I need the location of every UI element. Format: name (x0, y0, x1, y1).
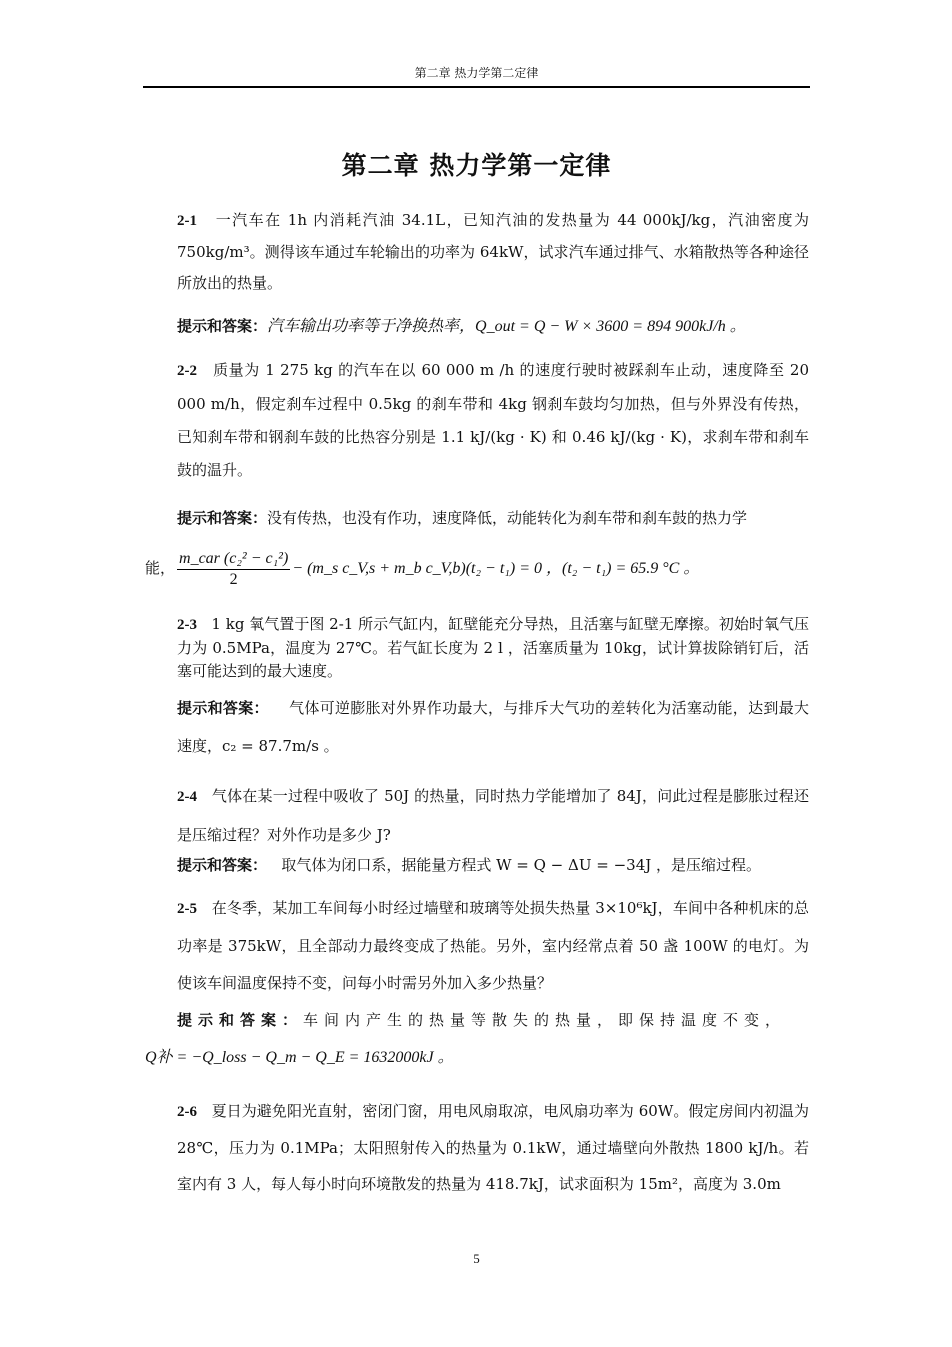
problem-number: 2-4 (177, 789, 197, 805)
hint-prefix: 能， (145, 559, 176, 577)
hint-2-5 (145, 1004, 809, 1073)
problem-body: 在冬季，某加工车间每小时经过墙壁和玻璃等处损失热量 3×10⁶kJ，车间中各种机床的总功率是 375kW，且全部动力最终变成了热能。另外，室内经常点着 50 盏 100W 的电灯。为使该车间温度保持不变，问每小时需另外加入多少热量？ (177, 899, 809, 992)
problem-text (145, 354, 809, 487)
hint-label: 提示和答案： (177, 856, 268, 874)
problem-text (145, 890, 809, 1002)
problem-2-1 (145, 205, 809, 299)
page-number: 5 (473, 1251, 480, 1266)
formula-rest: − (m_s c_V,s + m_b c_V,b)(t₂ − t₁) = 0 ，(t₂ − t₁) = 65.9 °C 。 (292, 560, 700, 577)
problem-number: 2-5 (177, 901, 197, 917)
hint-text (145, 311, 809, 342)
problem-body: 1 kg 氧气置于图 2-1 所示气缸内，缸壁能充分导热，且活塞与缸壁无摩擦。初始时氧气压力为 0.5MPa，温度为 27℃。若气缸长度为 2 l ，活塞质量为 10kg，试计算拔除销钉后，活塞可能达到的最大速度。 (177, 615, 810, 680)
hint-body: 取气体为闭口系，据能量方程式 W = Q − ΔU = −34J ，是压缩过程。 (281, 856, 762, 874)
header-rule (143, 86, 810, 88)
hint-label: 提示和答案： (177, 509, 268, 527)
hint-body: 气体可逆膨胀对外界作功最大，与排斥大气功的差转化为活塞动能，达到最大速度，c₂ = 87.7m/s 。 (177, 699, 809, 755)
problem-text (145, 1093, 809, 1202)
running-header: 第二章 热力学第二定律 (414, 66, 539, 80)
fraction-numerator: m_car (c₂² − c₁²) (177, 549, 290, 570)
problem-number: 2-6 (177, 1104, 197, 1120)
hint-text (145, 1004, 809, 1036)
hint-2-4 (145, 850, 809, 881)
problem-body: 夏日为避免阳光直射，密闭门窗，用电风扇取凉，电风扇功率为 60W。假定房间内初温为 28℃，压力为 0.1MPa；太阳照射传入的热量为 0.1kW，通过墙壁向外散热 1800 kJ/h。若室内有 3 人，每人每小时向环境散发的热量为 418.7kJ，试求面积为 15m²，高度为 3.0m (177, 1102, 809, 1193)
problem-body: 质量为 1 275 kg 的汽车在以 60 000 m /h 的速度行驶时被踩刹车止动，速度降至 20 000 m/h，假定刹车过程中 0.5kg 的刹车带和 4kg 钢刹车鼓均匀加热，但与外界没有传热，已知刹车带和钢刹车鼓的比热容分别是 1.1 kJ/(kg · K) 和 0.46 kJ/(kg · K)，求刹车带和刹车鼓的温升。 (177, 361, 809, 479)
hint-2-2 (145, 503, 809, 591)
problem-text (145, 777, 809, 854)
problem-2-3 (145, 613, 809, 683)
problem-number: 2-1 (177, 213, 197, 229)
problem-2-4 (145, 777, 809, 854)
page-title: 第二章 热力学第一定律 (341, 151, 612, 180)
fraction-denominator: 2 (229, 570, 238, 588)
problem-text (145, 613, 809, 683)
hint-label: 提示和答案： (177, 1011, 304, 1029)
hint-text (145, 503, 809, 534)
hint-formula-line (145, 546, 809, 591)
hint-body: 车间内产生的热量等散失的热量，即保持温度不变， (303, 1011, 787, 1029)
problem-number: 2-3 (177, 617, 197, 633)
fraction (177, 549, 290, 590)
problem-number: 2-2 (177, 363, 197, 379)
problem-body: 气体在某一过程中吸收了 50J 的热量，同时热力学能增加了 84J，问此过程是膨胀过程还是压缩过程？对外作功是多少 J? (177, 787, 809, 844)
hint-text (145, 850, 809, 881)
hint-2-3 (145, 689, 809, 765)
problem-2-6 (145, 1093, 809, 1202)
hint-text (145, 689, 809, 765)
problem-2-5 (145, 890, 809, 1002)
problem-text (145, 205, 809, 299)
hint-label: 提示和答案： (177, 317, 268, 335)
hint-label: 提示和答案： (177, 699, 269, 717)
hint-body: 汽车输出功率等于净换热率，Q_out = Q − W × 3600 = 894 900kJ/h 。 (267, 318, 746, 335)
hint-formula: Q补 = −Q_loss − Q_m − Q_E = 1632000kJ 。 (145, 1049, 454, 1066)
hint-2-1 (145, 311, 809, 342)
problem-2-2 (145, 354, 809, 487)
hint-body: 没有传热，也没有作功，速度降低，动能转化为刹车带和刹车鼓的热力学 (267, 509, 748, 527)
problem-body: 一汽车在 1h 内消耗汽油 34.1L，已知汽油的发热量为 44 000kJ/kg，汽油密度为 750kg/m³。测得该车通过车轮输出的功率为 64kW，试求汽车通过排气、水箱散热等各种途径所放出的热量。 (177, 211, 809, 292)
